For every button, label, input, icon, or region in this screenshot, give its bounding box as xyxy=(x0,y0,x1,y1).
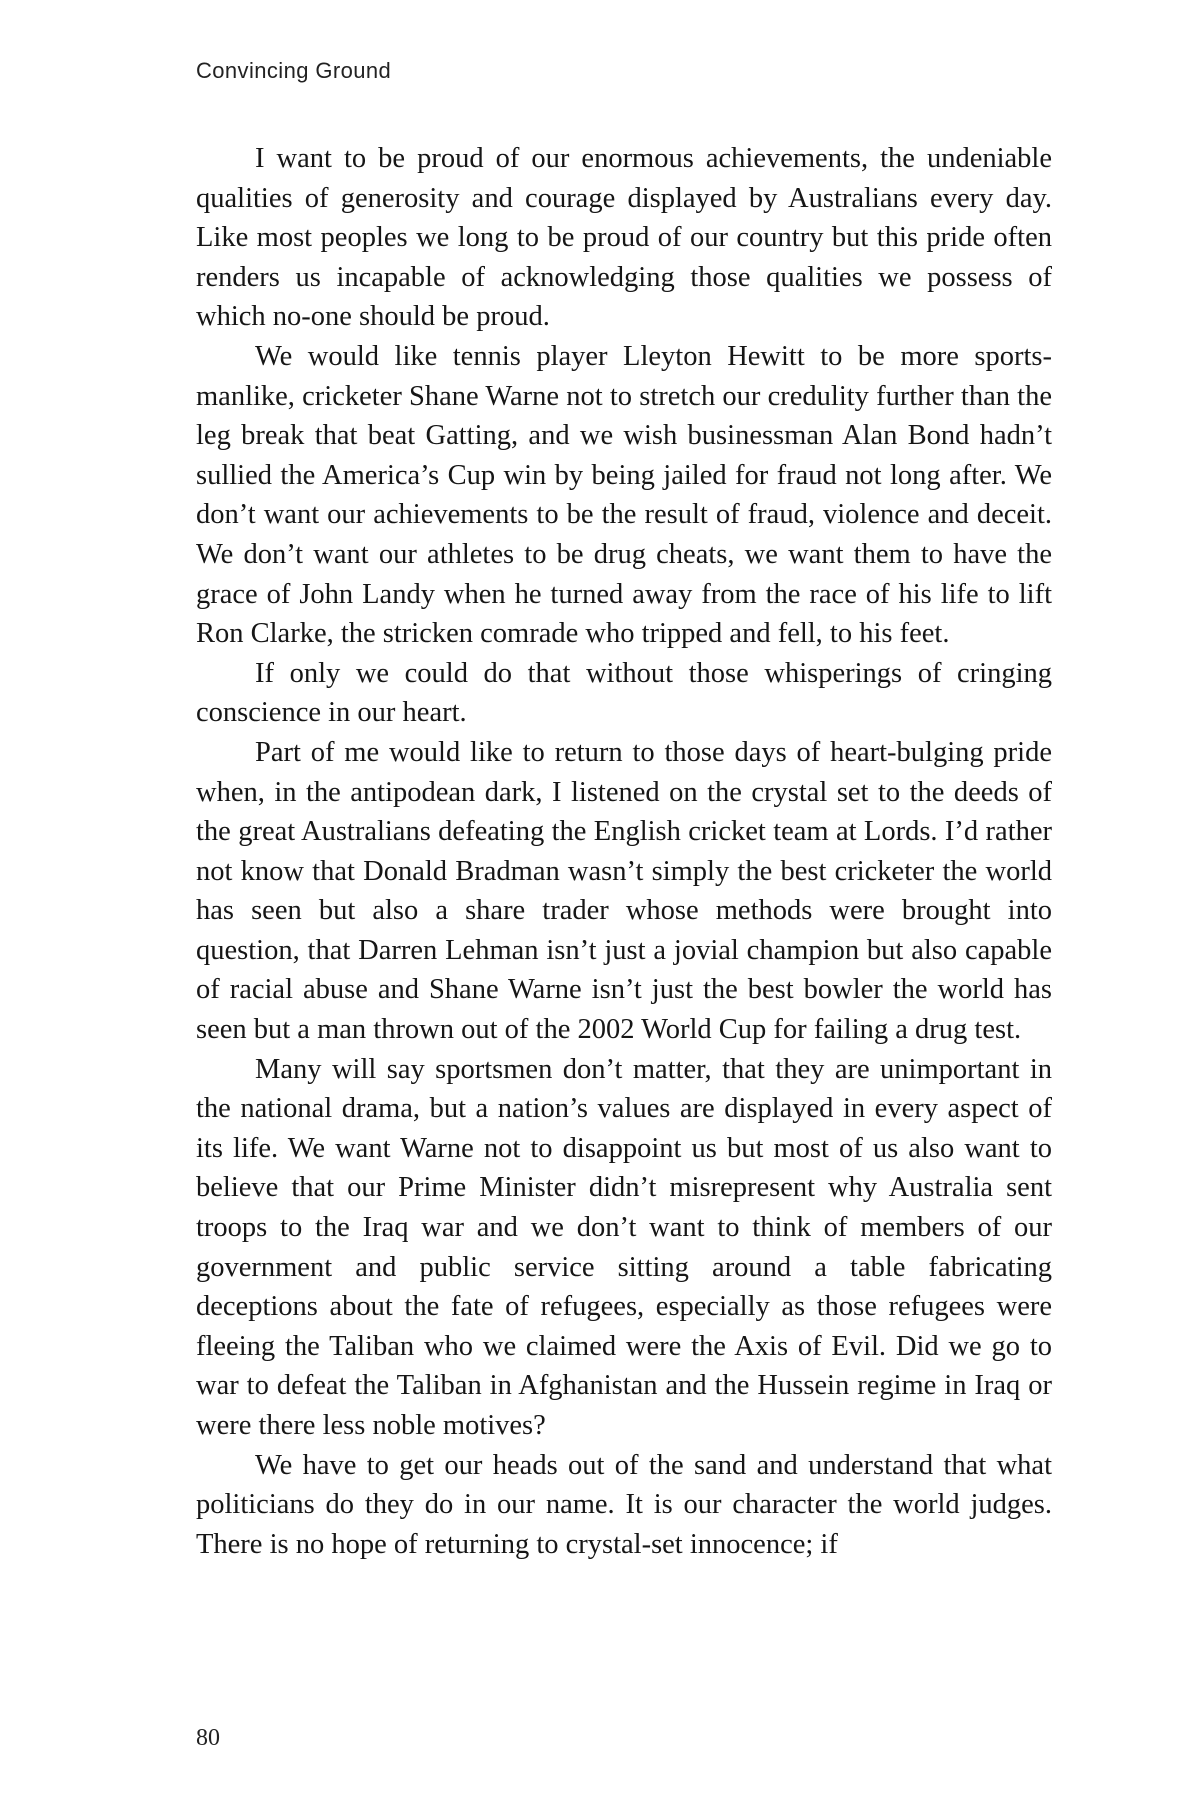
paragraph: If only we could do that without those whisperings of cringing conscience in our heart. xyxy=(196,657,1052,729)
paragraph: We would like tennis player Lleyton Hewitt to be more sportsmanlike, cricketer Shane Warne not to stretch our credulity further than the leg break that beat Gatting, and we wish businessman Alan Bond hadn’t sullied the America’s Cup win by being jailed for fraud not long after. We don’t want our achievements to be the result of fraud, violence and deceit. We don’t want our athletes to be drug cheats, we want them to have the grace of John Landy when he turned away from the race of his life to lift Ron Clarke, the stricken comrade who tripped and fell, to his feet. xyxy=(196,340,1052,650)
page-number: 80 xyxy=(196,1725,220,1751)
paragraph: Part of me would like to return to those days of heart-bulging pride when, in the antipodean dark, I listened on the crystal set to the deeds of the great Australians defeating the English cricket team at Lords. I’d rather not know that Donald Bradman wasn’t simply the best cricketer the world has seen but also a share trader whose methods were brought into question, that Darren Lehman isn’t just a jovial champion but also capable of racial abuse and Shane Warne isn’t just the best bowler the world has seen but a man thrown out of the 2002 World Cup for failing a drug test. xyxy=(196,736,1052,1046)
running-head: Convincing Ground xyxy=(196,58,392,83)
body-text xyxy=(196,139,1052,1564)
paragraph: Many will say sportsmen don’t matter, that they are unimportant in the national drama, but a nation’s values are displayed in every aspect of its life. We want Warne not to disappoint us but most of us also want to believe that our Prime Minister didn’t misrepresent why Australia sent troops to the Iraq war and we don’t want to think of members of our government and public service sitting around a table fabricating deceptions about the fate of refugees, especially as those refugees were fleeing the Taliban who we claimed were the Axis of Evil. Did we go to war to defeat the Taliban in Afghanistan and the Hussein regime in Iraq or were there less noble motives? xyxy=(196,1053,1052,1441)
paragraph: We have to get our heads out of the sand and understand that what politicians do they do in our name. It is our character the world judges. There is no hope of returning to crystal-set innocence; if xyxy=(196,1449,1052,1560)
paragraph: I want to be proud of our enormous achievements, the undeniable qualities of generosity and courage displayed by Australians every day. Like most peoples we long to be proud of our country but this pride often renders us incapable of acknowledging those qualities we possess of which no-one should be proud. xyxy=(196,143,1052,333)
